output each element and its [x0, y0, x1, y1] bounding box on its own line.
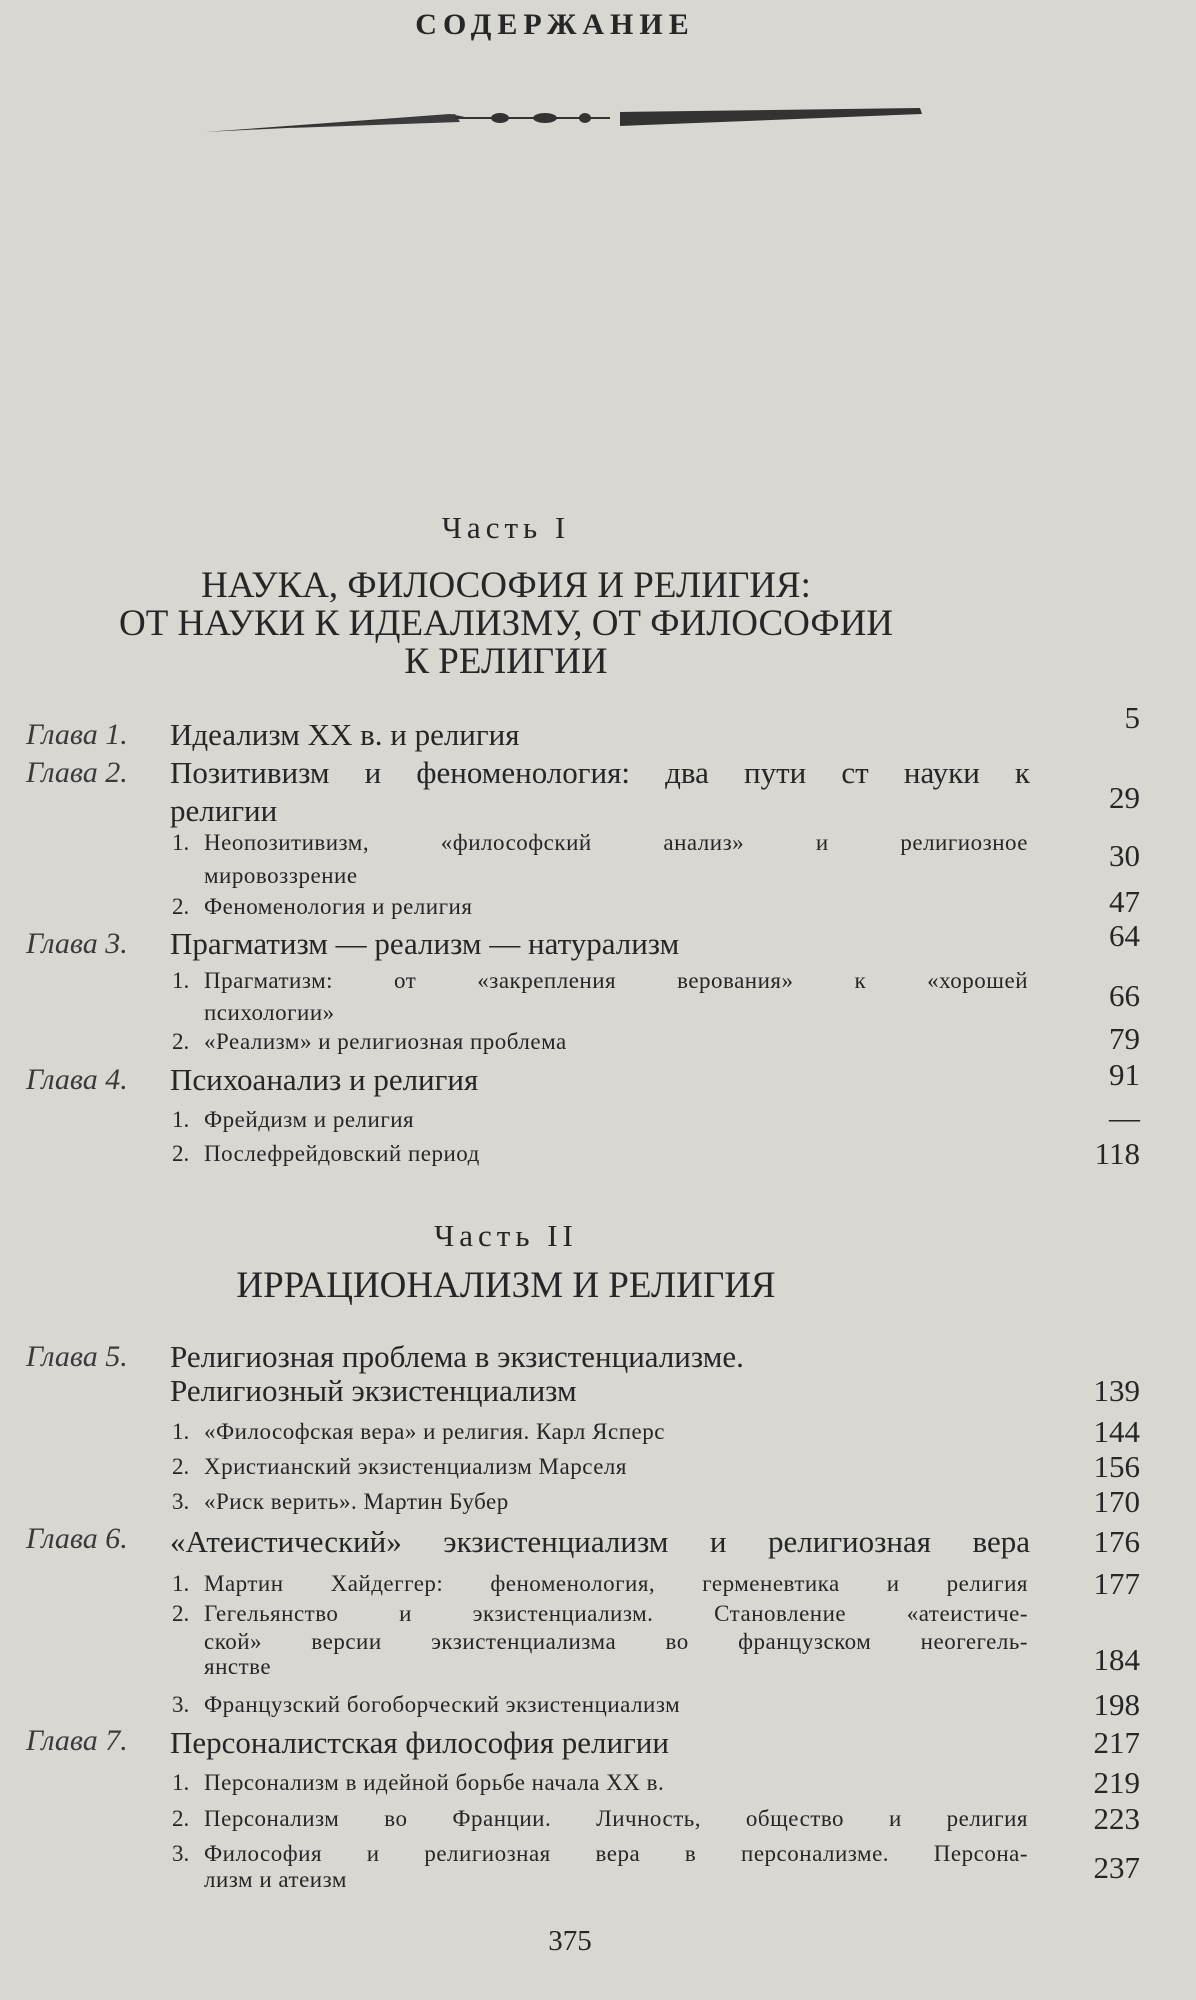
page-number: 29: [1109, 780, 1140, 815]
section-number: 3.: [172, 1489, 190, 1514]
ornament-divider: [200, 100, 930, 140]
part-heading: ИРРАЦИОНАЛИЗМ И РЕЛИГИЯ: [236, 1265, 776, 1306]
section-number: 2.: [172, 1454, 190, 1479]
page-number: 184: [1093, 1642, 1140, 1677]
chapter-title[interactable]: Позитивизм и феноменология: два пути ст науки к: [170, 755, 1030, 790]
section-number: 1.: [172, 1770, 190, 1795]
page-number: 79: [1109, 1021, 1140, 1056]
page-number: 91: [1109, 1057, 1140, 1092]
chapter-title-cont: религии: [170, 793, 278, 828]
section-number: 1.: [172, 1571, 190, 1596]
chapter-title[interactable]: Идеализм XX в. и религия: [170, 717, 520, 752]
section-title[interactable]: «Реализм» и религиозная проблема: [204, 1029, 567, 1054]
page-number: 198: [1093, 1687, 1140, 1722]
section-title[interactable]: Персонализм в идейной борьбе начала XX в.: [204, 1770, 665, 1795]
page-number: 170: [1093, 1484, 1140, 1519]
chapter-label: Глава 3.: [26, 927, 128, 960]
section-number: 2.: [172, 1141, 190, 1166]
page-number: 47: [1109, 884, 1140, 919]
chapter-label: Глава 7.: [26, 1724, 128, 1757]
section-title[interactable]: Прагматизм: от «закрепления верования» к «хорошей: [204, 968, 1028, 993]
section-title-cont: ской» версии экзистенциализма во французском неогегель-: [204, 1629, 1028, 1654]
page-number: 176: [1093, 1524, 1140, 1559]
section-title-cont: янстве: [204, 1654, 272, 1679]
section-title-cont: мировоззрение: [204, 863, 358, 888]
part-heading: ОТ НАУКИ К ИДЕАЛИЗМУ, ОТ ФИЛОСОФИИ: [118, 603, 894, 644]
page-number: 139: [1093, 1373, 1140, 1408]
part-label: Часть I: [441, 510, 571, 545]
section-title[interactable]: Христианский экзистенциализм Марселя: [204, 1454, 627, 1479]
section-title[interactable]: Феноменология и религия: [204, 894, 473, 919]
section-title-cont: лизм и атеизм: [204, 1867, 347, 1892]
section-number: 2.: [172, 1806, 190, 1831]
chapter-title[interactable]: Прагматизм — реализм — натурализм: [170, 926, 680, 961]
section-title[interactable]: «Философская вера» и религия. Карл Ясперс: [204, 1419, 665, 1444]
chapter-title[interactable]: Психоанализ и религия: [170, 1062, 479, 1097]
section-number: 1.: [172, 1419, 190, 1444]
page-number: 156: [1093, 1449, 1140, 1484]
page-number: 237: [1093, 1850, 1140, 1885]
section-title[interactable]: Неопозитивизм, «философский анализ» и религиозное: [204, 830, 1028, 855]
part-heading: НАУКА, ФИЛОСОФИЯ И РЕЛИГИЯ:: [201, 565, 811, 606]
chapter-label: Глава 2.: [26, 756, 128, 789]
section-title[interactable]: Французский богоборческий экзистенциализм: [204, 1692, 681, 1717]
section-number: 1.: [172, 968, 190, 993]
page-number: 66: [1109, 978, 1140, 1013]
part-label: Часть II: [434, 1218, 578, 1253]
section-title[interactable]: Философия и религиозная вера в персонализме. Персона-: [204, 1841, 1028, 1866]
page-number: 217: [1093, 1725, 1140, 1760]
page-number: 144: [1093, 1414, 1140, 1449]
page-number: 177: [1093, 1566, 1140, 1601]
part-heading: К РЕЛИГИИ: [404, 641, 608, 682]
section-number: 2.: [172, 1029, 190, 1054]
chapter-title[interactable]: Персоналистская философия религии: [170, 1725, 669, 1760]
chapter-title[interactable]: Религиозная проблема в экзистенциализме.: [170, 1339, 744, 1374]
section-title[interactable]: «Риск верить». Мартин Бубер: [204, 1489, 509, 1514]
page-number: 118: [1094, 1136, 1140, 1171]
chapter-label: Глава 5.: [26, 1340, 128, 1373]
page-number: 30: [1109, 838, 1140, 873]
section-title-cont: психологии»: [204, 1000, 335, 1025]
section-title[interactable]: Персонализм во Франции. Личность, общество и религия: [204, 1806, 1028, 1831]
page-number: 219: [1093, 1765, 1140, 1800]
chapter-title-cont: Религиозный экзистенциализм: [170, 1373, 577, 1408]
section-title[interactable]: Послефрейдовский период: [204, 1141, 480, 1166]
section-number: 1.: [172, 830, 190, 855]
section-title[interactable]: Гегельянство и экзистенциализм. Становление «атеистиче-: [204, 1601, 1028, 1626]
page-number: 64: [1109, 918, 1140, 953]
page-number: —: [1109, 1100, 1140, 1135]
page-number: 5: [1124, 700, 1140, 735]
section-title[interactable]: Фрейдизм и религия: [204, 1107, 415, 1132]
section-number: 3.: [172, 1841, 190, 1866]
page-title: СОДЕРЖАНИЕ: [415, 8, 695, 41]
section-number: 3.: [172, 1692, 190, 1717]
section-number: 2.: [172, 1601, 190, 1626]
section-number: 1.: [172, 1107, 190, 1132]
chapter-label: Глава 1.: [26, 718, 128, 751]
page-number: 223: [1093, 1801, 1140, 1836]
section-number: 2.: [172, 894, 190, 919]
chapter-label: Глава 6.: [26, 1522, 128, 1555]
chapter-label: Глава 4.: [26, 1063, 128, 1096]
page-folio: 375: [548, 1925, 592, 1957]
chapter-title[interactable]: «Атеистический» экзистенциализм и религиозная вера: [170, 1524, 1030, 1559]
section-title[interactable]: Мартин Хайдеггер: феноменология, герменевтика и религия: [204, 1571, 1028, 1596]
